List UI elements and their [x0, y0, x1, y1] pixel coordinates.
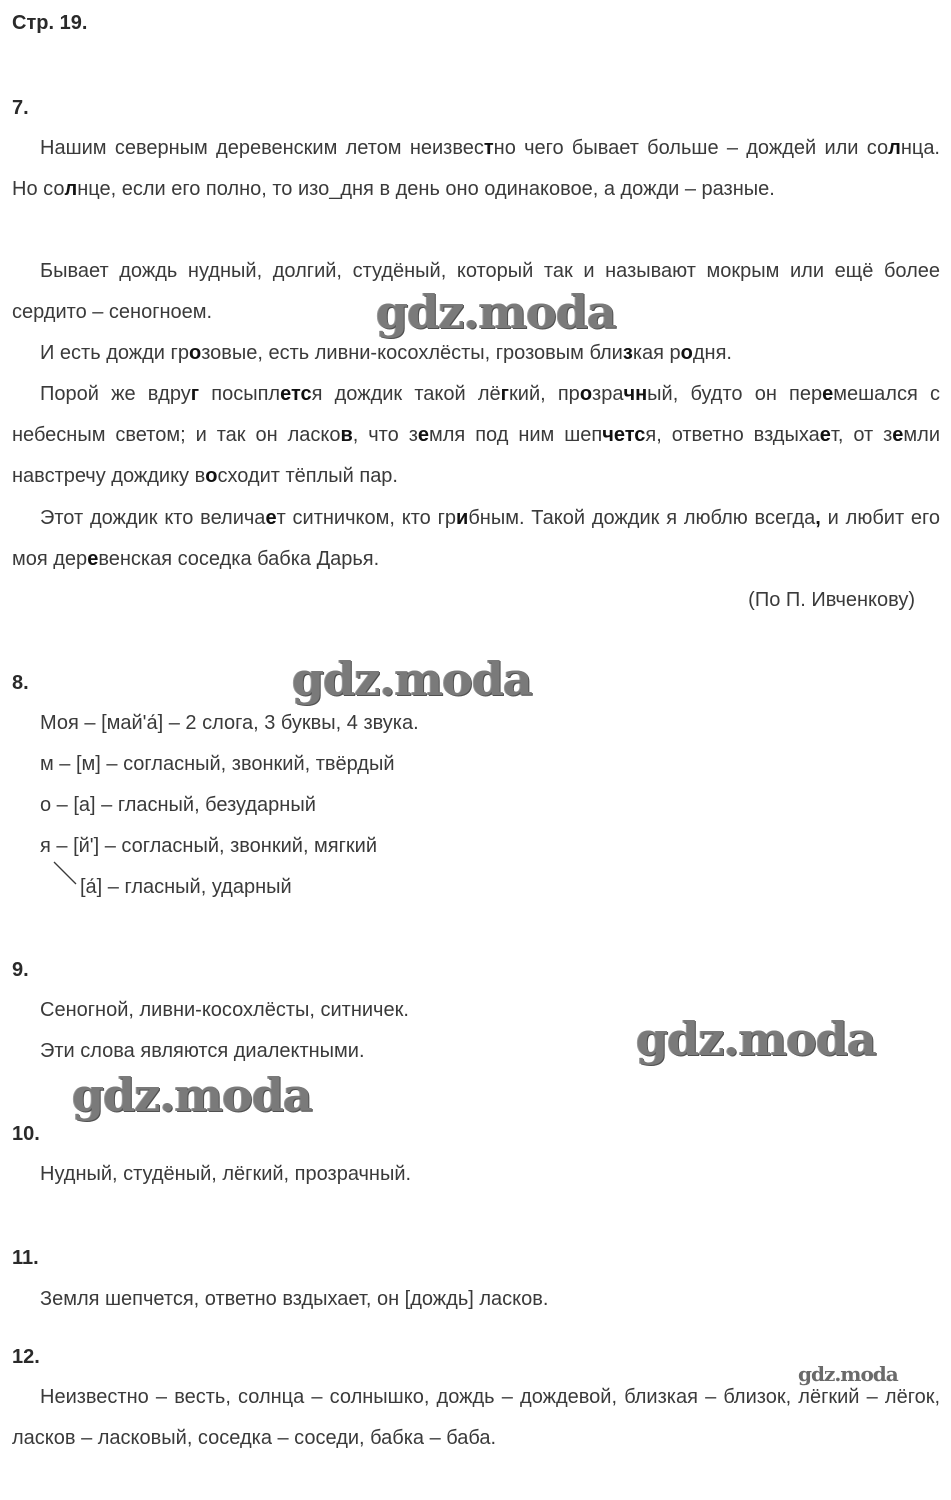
phonetic-line-m: м – [м] – согласный, звонкий, твёрдый	[40, 753, 395, 775]
exercise-7-paragraph-2: Бывает дождь нудный, долгий, студёный, который так и называют мокрым или ещё более сердито – сеногноем.	[12, 260, 940, 323]
exercise-number-8: 8.	[12, 672, 29, 694]
exercise-7-paragraph-4: Порой же вдруг посыплется дождик такой лёгкий, прозрачный, будто он перемешался с небесным светом; и так он ласков, что земля под ним шепчется, ответно вздыхает, от земли навстречу дождику восходит тёплый пар.	[12, 383, 940, 487]
watermark-logo: gdz.moda	[798, 1362, 898, 1386]
exercise-number-9: 9.	[12, 959, 29, 981]
exercise-9-line-1: Сеногной, ливни-косохлёсты, ситничек.	[40, 999, 409, 1021]
exercise-7-paragraph-1: Нашим северным деревенским летом неизвестно чего бывает больше – дождей или солнца. Но солнце, если его полно, то изо_дня в день оно одинаковое, а дожди – разные.	[12, 137, 940, 200]
exercise-9-line-2: Эти слова являются диалектными.	[40, 1040, 365, 1062]
exercise-7-paragraph-5: Этот дождик кто величает ситничком, кто грибным. Такой дождик я люблю всегда, и любит его моя деревенская соседка бабка Дарья.	[12, 507, 941, 570]
phonetic-line-o: о – [а] – гласный, безударный	[40, 794, 316, 816]
exercise-12-text: Неизвестно – весть, солнца – солнышко, дождь – дождевой, близкая – близок, лёгкий – лёгок, ласков – ласковый, соседка – соседи, бабка – баба.	[12, 1386, 940, 1449]
exercise-7-paragraph-3: И есть дожди грозовые, есть ливни-косохлёсты, грозовым близкая родня.	[40, 342, 732, 364]
text-source: (По П. Ивченкову)	[748, 589, 915, 611]
watermark-logo: gdz.moda	[376, 285, 616, 339]
branch-line-icon	[52, 860, 78, 886]
watermark-logo: gdz.moda	[636, 1012, 876, 1066]
exercise-number-11: 11.	[12, 1247, 39, 1269]
exercise-number-7: 7.	[12, 97, 29, 119]
phonetic-line-ya: я – [й'] – согласный, звонкий, мягкий	[40, 835, 378, 857]
exercise-number-12: 12.	[12, 1346, 40, 1368]
watermark-logo: gdz.moda	[72, 1068, 312, 1122]
exercise-11-line: Земля шепчется, ответно вздыхает, он [дождь] ласков.	[40, 1288, 549, 1310]
exercise-number-10: 10.	[12, 1123, 40, 1145]
page-header: Стр. 19.	[12, 12, 88, 34]
phonetic-line-word: Моя – [май'а́] – 2 слога, 3 буквы, 4 звука.	[40, 712, 419, 734]
watermark-logo: gdz.moda	[292, 652, 532, 706]
phonetic-line-a-stressed: [а́] – гласный, ударный	[80, 876, 292, 898]
exercise-10-line: Нудный, студёный, лёгкий, прозрачный.	[40, 1163, 412, 1185]
